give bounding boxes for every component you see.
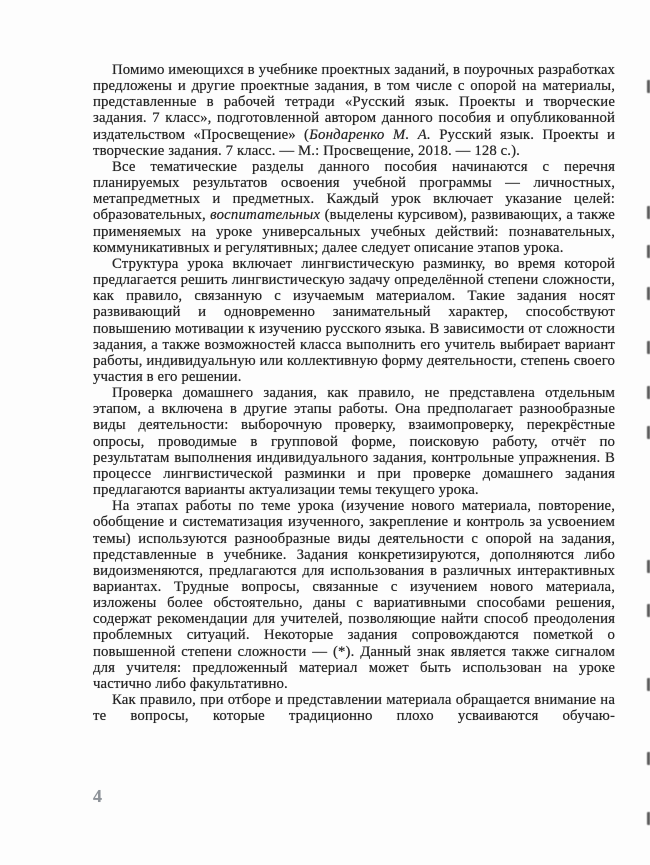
page-number: 4 xyxy=(93,786,102,806)
paragraph xyxy=(93,256,615,385)
italic-text-run: воспитательных xyxy=(210,207,321,224)
text-run: (выделены курсивом), развивающих, а также применяемых на уроке универсальных учебных действий: познавательных, коммуникативных и регулятивных; далее следует описание этапов урока. xyxy=(93,207,615,256)
text-run: Помимо имеющихся в учебнике проектных заданий, в поурочных разработках предложены и другие проектные задания, в том числе с опорой на материалы, представленные в рабочей тетради «Русский язык. Проекты и творческие задания. 7 класс», подготовленной автором данного пособия и опубликованной издательством «Просвещение» ( xyxy=(93,62,615,143)
text-run: На этапах работы по теме урока (изучение нового материала, повторение, обобщение и систематизация изученного, закрепление и контроль за усвоением темы) используются разнообразные виды деятельности с опорой на задания, представленные в учебнике. Задания конкретизируются, дополняются либо видоизменяются, предлагаются для использования в различных интерактивных вариантах. Трудные вопросы, связанные с изучением нового материала, изложены более обстоятельно, даны с вариативными способами решения, содержат рекомендации для учителей, позволяющие найти способ преодоления проблемных ситуаций. Некоторые задания сопровождаются пометкой о повышенной степени сложности — (*). Данный знак является также сигналом для учителя: предложенный материал может быть использован на уроке частично либо факультативно. xyxy=(93,498,615,692)
page-text xyxy=(93,62,615,724)
paragraph xyxy=(93,159,615,256)
text-run: Русский язык. Проекты и творческие задания. 7 класс. — М.: Просвещение, 2018. — 128 с.). xyxy=(93,126,615,159)
paragraph xyxy=(93,692,615,724)
paragraph xyxy=(93,62,615,159)
text-run: Структура урока включает лингвистическую разминку, во время которой предлагается решить лингвистическую задачу определённой степени сложности, как правило, связанную с изучаемым материалом. Такие задания носят развивающий и одновременно занимательный характер, способствуют повышению мотивации к изучению русского языка. В зависимости от сложности задания, а также возможностей класса выполнить его учитель выбирает вариант работы, индивидуальную или коллективную форму деятельности, степень своего участия в его решении. xyxy=(93,255,615,385)
scan-edge-artifacts xyxy=(644,0,650,865)
italic-text-run: Бондаренко М. А. xyxy=(309,126,431,143)
text-run: Проверка домашнего задания, как правило, не представлена отдельным этапом, а включена в другие этапы работы. Она предполагает разнообразные виды деятельности: выборочную проверку, взаимопроверку, перекрёстные опросы, проводимые в групповой форме, поисковую работу, отчёт по результатам выполнения индивидуального задания, контрольные упражнения. В процессе лингвистической разминки и при проверке домашнего задания предлагаются варианты актуализации темы текущего урока. xyxy=(93,385,615,499)
text-run: Все тематические разделы данного пособия начинаются с перечня планируемых результатов освоения учебной программы — личностных, метапредметных и предметных. Каждый урок включает указание целей: образовательных, xyxy=(93,158,615,224)
paragraph xyxy=(93,498,615,692)
text-run: Как правило, при отборе и представлении материала обращается внимание на те вопросы, которые традиционно плохо усваиваются обучаю- xyxy=(93,692,615,725)
paragraph xyxy=(93,385,615,498)
